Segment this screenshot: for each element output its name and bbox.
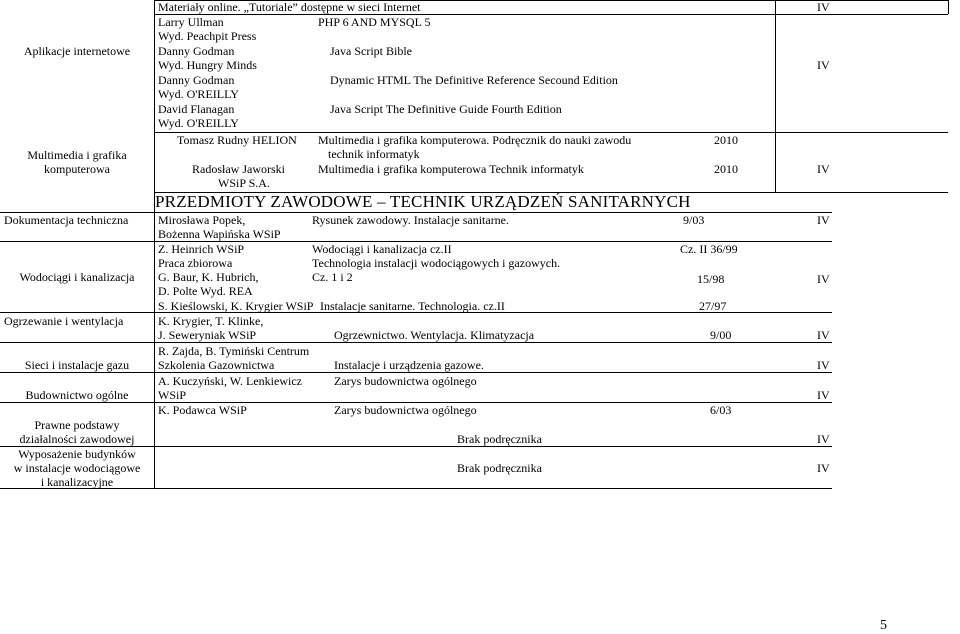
section-heading: PRZEDMIOTY ZAWODOWE – TECHNIK URZĄDZEŃ SANITARNYCH [155,192,691,211]
row-divider [0,372,832,373]
author-text: A. Kuczyński, W. Lenkiewicz [158,374,302,388]
materials-online-text: Materiały online. „Tutoriale” dostępne w sieci Internet [158,0,421,14]
book-title: Technologia instalacji wodociągowych i gazowych. [312,256,561,270]
approval-number: 15/98 [697,272,725,286]
subject-label: Budownictwo ogólne [25,388,129,402]
subject-label: działalności zawodowej [19,432,135,446]
row-divider [0,342,832,343]
level-label: IV [817,461,830,475]
publisher-text: WSiP S.A. [218,176,270,190]
subject-label: Multimedia i grafika [27,148,127,162]
author-text: Radosław Jaworski [192,162,285,176]
level-label: IV [817,272,830,286]
row-divider [154,14,948,15]
level-label: IV [817,162,830,176]
book-title: Zarys budownictwa ogólnego [334,403,477,417]
author-text: J. Seweryniak WSiP [158,328,257,342]
page-number: 5 [880,618,887,633]
author-text: Z. Heinrich WSiP [158,242,245,256]
approval-number: 6/03 [710,403,732,417]
author-text: Mirosława Popek, [158,213,246,227]
subject-label: i kanalizacyjne [40,475,114,489]
author-text: Danny Godman [158,44,235,58]
no-textbook-text: Brak podręcznika [457,432,542,446]
author-text: Bożenna Wapińska WSiP [158,227,281,241]
column-divider [154,0,155,488]
subject-label: Prawne podstawy [34,418,120,432]
book-title: Java Script The Definitive Guide Fourth Edition [330,102,562,116]
approval-number: 27/97 [699,299,727,313]
book-title: Zarys budownictwa ogólnego [334,374,477,388]
book-title: Multimedia i grafika komputerowa Technik informatyk [318,162,584,176]
subject-label: Sieci i instalacje gazu [24,358,130,372]
column-divider [948,0,949,14]
approval-number: 9/03 [683,213,705,227]
subject-label: Ogrzewanie i wentylacja [4,314,124,328]
subject-label: w instalacje wodociągowe [13,461,141,475]
author-text: Danny Godman [158,73,235,87]
year-text: 2010 [714,133,738,147]
author-text: Praca zbiorowa [158,256,233,270]
approval-number: Cz. II 36/99 [680,242,738,256]
author-text: G. Baur, K. Hubrich, [158,270,259,284]
book-title: Multimedia i grafika komputerowa. Podręcznik do nauki zawodu [318,133,632,147]
book-title: Wodociągi i kanalizacja cz.II [312,242,452,256]
author-text: Tomasz Rudny HELION [177,133,297,147]
publisher-text: Wyd. Peachpit Press [158,29,257,43]
author-text: D. Polte Wyd. REA [158,284,253,298]
book-title: Rysunek zawodowy. Instalacje sanitarne. [312,213,510,227]
column-divider [775,0,776,192]
level-label: IV [817,58,830,72]
subject-label: Dokumentacja techniczna [4,213,129,227]
book-title: PHP 6 AND MYSQL 5 [318,15,431,29]
book-title-continued: technik informatyk [328,147,420,161]
subject-label: komputerowa [44,162,110,176]
book-title: Dynamic HTML The Definitive Reference Secound Edition [330,73,618,87]
author-text: K. Krygier, T. Klinke, [158,314,264,328]
book-title: Instalacje sanitarne. Technologia. cz.II [320,299,505,313]
level-label: IV [817,0,830,14]
publisher-text: Wyd. O'REILLY [158,87,239,101]
book-title-continued: Cz. 1 i 2 [312,270,353,284]
level-label: IV [817,388,830,402]
subject-label: Wyposażenie budynków [18,447,136,461]
author-text: S. Kieślowski, K. Krygier WSiP [158,299,314,313]
author-text: WSiP [158,388,187,402]
author-text: Larry Ullman [158,15,224,29]
publisher-text: Wyd. O'REILLY [158,116,239,130]
author-text: R. Zajda, B. Tymiński Centrum [158,344,310,358]
approval-number: 9/00 [710,328,732,342]
book-title: Instalacje i urządzenia gazowe. [334,358,484,372]
publisher-text: Wyd. Hungry Minds [158,58,257,72]
level-label: IV [817,432,830,446]
book-title: Ogrzewnictwo. Wentylacja. Klimatyzacja [334,328,535,342]
author-text: Szkolenia Gazownictwa [158,358,275,372]
level-label: IV [817,328,830,342]
subject-label: Aplikacje internetowe [23,44,131,58]
author-text: K. Podawca WSiP [158,403,247,417]
level-label: IV [817,358,830,372]
year-text: 2010 [714,162,738,176]
author-text: David Flanagan [158,102,235,116]
level-label: IV [817,213,830,227]
no-textbook-text: Brak podręcznika [457,461,542,475]
book-title: Java Script Bible [330,44,412,58]
subject-label: Wodociągi i kanalizacja [19,270,135,284]
